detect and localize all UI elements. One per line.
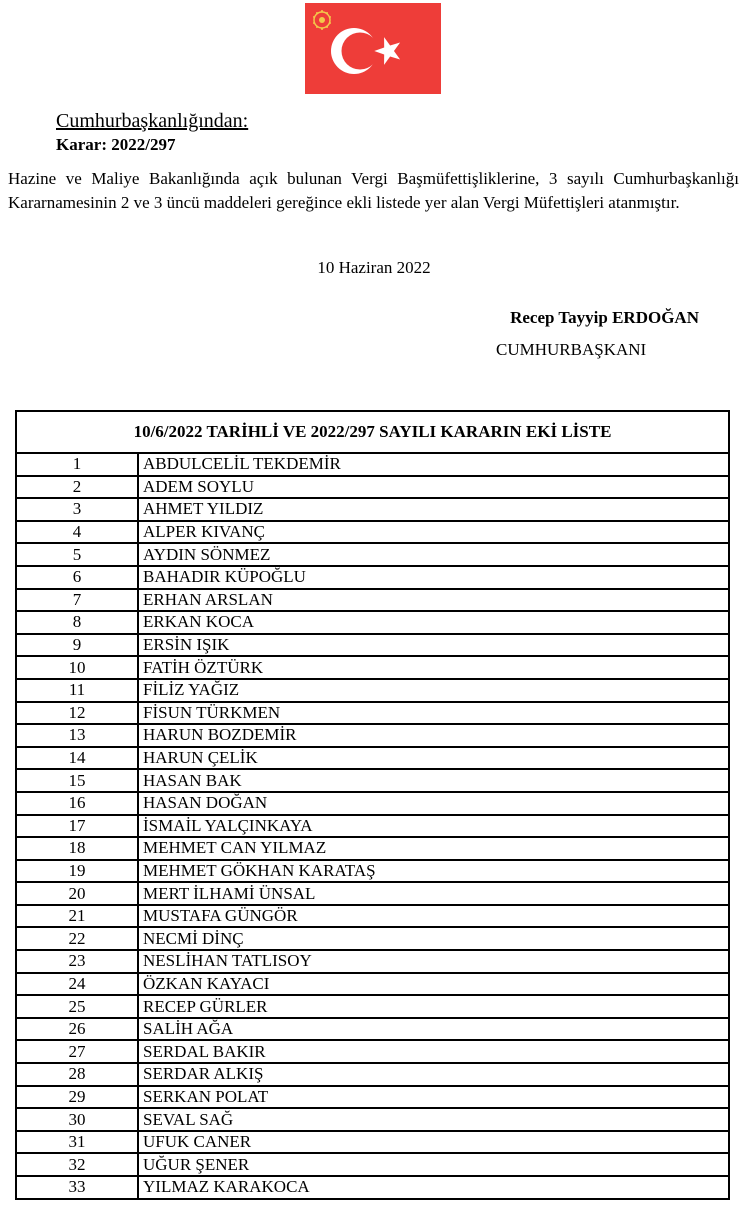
row-number: 5 xyxy=(16,543,138,566)
table-row xyxy=(16,995,729,1018)
row-name: SEVAL SAĞ xyxy=(138,1108,729,1131)
row-number: 6 xyxy=(16,566,138,589)
row-number: 3 xyxy=(16,498,138,521)
row-number: 10 xyxy=(16,656,138,679)
row-number: 1 xyxy=(16,453,138,476)
table-row xyxy=(16,950,729,973)
table-body xyxy=(16,453,729,1199)
table-row xyxy=(16,566,729,589)
row-number: 30 xyxy=(16,1108,138,1131)
row-number: 25 xyxy=(16,995,138,1018)
table-row xyxy=(16,634,729,657)
table-row xyxy=(16,1040,729,1063)
row-number: 16 xyxy=(16,792,138,815)
table-row xyxy=(16,769,729,792)
table-row xyxy=(16,1176,729,1199)
row-number: 11 xyxy=(16,679,138,702)
issuing-authority-heading: Cumhurbaşkanlığından: xyxy=(56,110,249,132)
appointee-list-table xyxy=(15,410,730,1200)
row-number: 18 xyxy=(16,837,138,860)
table-title: 10/6/2022 TARİHLİ VE 2022/297 SAYILI KARARIN EKİ LİSTE xyxy=(16,411,729,453)
row-name: ERSİN IŞIK xyxy=(138,634,729,657)
turkish-flag-icon xyxy=(305,3,441,94)
row-name: NECMİ DİNÇ xyxy=(138,927,729,950)
row-number: 33 xyxy=(16,1176,138,1199)
table-row xyxy=(16,724,729,747)
table-row xyxy=(16,1086,729,1109)
row-number: 15 xyxy=(16,769,138,792)
table-row xyxy=(16,543,729,566)
row-name: AYDIN SÖNMEZ xyxy=(138,543,729,566)
row-number: 31 xyxy=(16,1131,138,1154)
flag-graphic xyxy=(305,3,441,94)
row-number: 9 xyxy=(16,634,138,657)
row-number: 2 xyxy=(16,476,138,499)
table-row xyxy=(16,1018,729,1041)
row-number: 17 xyxy=(16,815,138,838)
table-row xyxy=(16,1108,729,1131)
signer-title: CUMHURBAŞKANI xyxy=(496,340,647,359)
table-row xyxy=(16,973,729,996)
row-number: 26 xyxy=(16,1018,138,1041)
row-name: SERDAL BAKIR xyxy=(138,1040,729,1063)
table-row xyxy=(16,837,729,860)
table-row xyxy=(16,905,729,928)
crescent-inner xyxy=(342,33,379,70)
row-number: 29 xyxy=(16,1086,138,1109)
row-name: ERHAN ARSLAN xyxy=(138,589,729,612)
row-number: 27 xyxy=(16,1040,138,1063)
row-name: RECEP GÜRLER xyxy=(138,995,729,1018)
row-number: 28 xyxy=(16,1063,138,1086)
row-name: ADEM SOYLU xyxy=(138,476,729,499)
table-row xyxy=(16,815,729,838)
table-row xyxy=(16,702,729,725)
signer-name: Recep Tayyip ERDOĞAN xyxy=(510,308,699,327)
row-name: MEHMET GÖKHAN KARATAŞ xyxy=(138,860,729,883)
row-name: NESLİHAN TATLISOY xyxy=(138,950,729,973)
table-title-row xyxy=(16,411,729,453)
row-number: 21 xyxy=(16,905,138,928)
table-row xyxy=(16,498,729,521)
row-number: 13 xyxy=(16,724,138,747)
table-row xyxy=(16,747,729,770)
row-name: FİLİZ YAĞIZ xyxy=(138,679,729,702)
row-name: SALİH AĞA xyxy=(138,1018,729,1041)
row-name: YILMAZ KARAKOCA xyxy=(138,1176,729,1199)
row-name: UĞUR ŞENER xyxy=(138,1153,729,1176)
row-name: İSMAİL YALÇINKAYA xyxy=(138,815,729,838)
row-number: 12 xyxy=(16,702,138,725)
row-name: ABDULCELİL TEKDEMİR xyxy=(138,453,729,476)
row-number: 24 xyxy=(16,973,138,996)
table-row xyxy=(16,1153,729,1176)
row-name: BAHADIR KÜPOĞLU xyxy=(138,566,729,589)
row-number: 4 xyxy=(16,521,138,544)
row-number: 23 xyxy=(16,950,138,973)
table-row xyxy=(16,1063,729,1086)
row-number: 8 xyxy=(16,611,138,634)
table-row xyxy=(16,656,729,679)
row-name: ERKAN KOCA xyxy=(138,611,729,634)
table-row xyxy=(16,453,729,476)
table-row xyxy=(16,927,729,950)
table-row xyxy=(16,860,729,883)
row-number: 32 xyxy=(16,1153,138,1176)
decision-number: Karar: 2022/297 xyxy=(56,135,176,154)
row-name: FİSUN TÜRKMEN xyxy=(138,702,729,725)
row-name: AHMET YILDIZ xyxy=(138,498,729,521)
row-name: ÖZKAN KAYACI xyxy=(138,973,729,996)
row-name: SERDAR ALKIŞ xyxy=(138,1063,729,1086)
row-name: HASAN DOĞAN xyxy=(138,792,729,815)
row-name: HASAN BAK xyxy=(138,769,729,792)
decision-date: 10 Haziran 2022 xyxy=(317,258,431,277)
row-number: 22 xyxy=(16,927,138,950)
table-row xyxy=(16,1131,729,1154)
row-number: 20 xyxy=(16,882,138,905)
table-row xyxy=(16,589,729,612)
row-name: UFUK CANER xyxy=(138,1131,729,1154)
table-row xyxy=(16,476,729,499)
row-name: ALPER KIVANÇ xyxy=(138,521,729,544)
row-name: SERKAN POLAT xyxy=(138,1086,729,1109)
row-number: 19 xyxy=(16,860,138,883)
row-name: FATİH ÖZTÜRK xyxy=(138,656,729,679)
row-number: 7 xyxy=(16,589,138,612)
row-name: HARUN BOZDEMİR xyxy=(138,724,729,747)
decision-body-text: Hazine ve Maliye Bakanlığında açık bulunan Vergi Başmüfettişliklerine, 3 sayılı Cumhurbaşkanlığı Kararnamesinin 2 ve 3 üncü maddeleri gereğince ekli listede yer alan Vergi Müfettişleri atanmıştır. xyxy=(8,169,739,212)
row-name: MUSTAFA GÜNGÖR xyxy=(138,905,729,928)
row-name: HARUN ÇELİK xyxy=(138,747,729,770)
table-row xyxy=(16,792,729,815)
row-number: 14 xyxy=(16,747,138,770)
row-name: MERT İLHAMİ ÜNSAL xyxy=(138,882,729,905)
table-row xyxy=(16,521,729,544)
row-name: MEHMET CAN YILMAZ xyxy=(138,837,729,860)
table-row xyxy=(16,611,729,634)
table-row xyxy=(16,882,729,905)
table-row xyxy=(16,679,729,702)
